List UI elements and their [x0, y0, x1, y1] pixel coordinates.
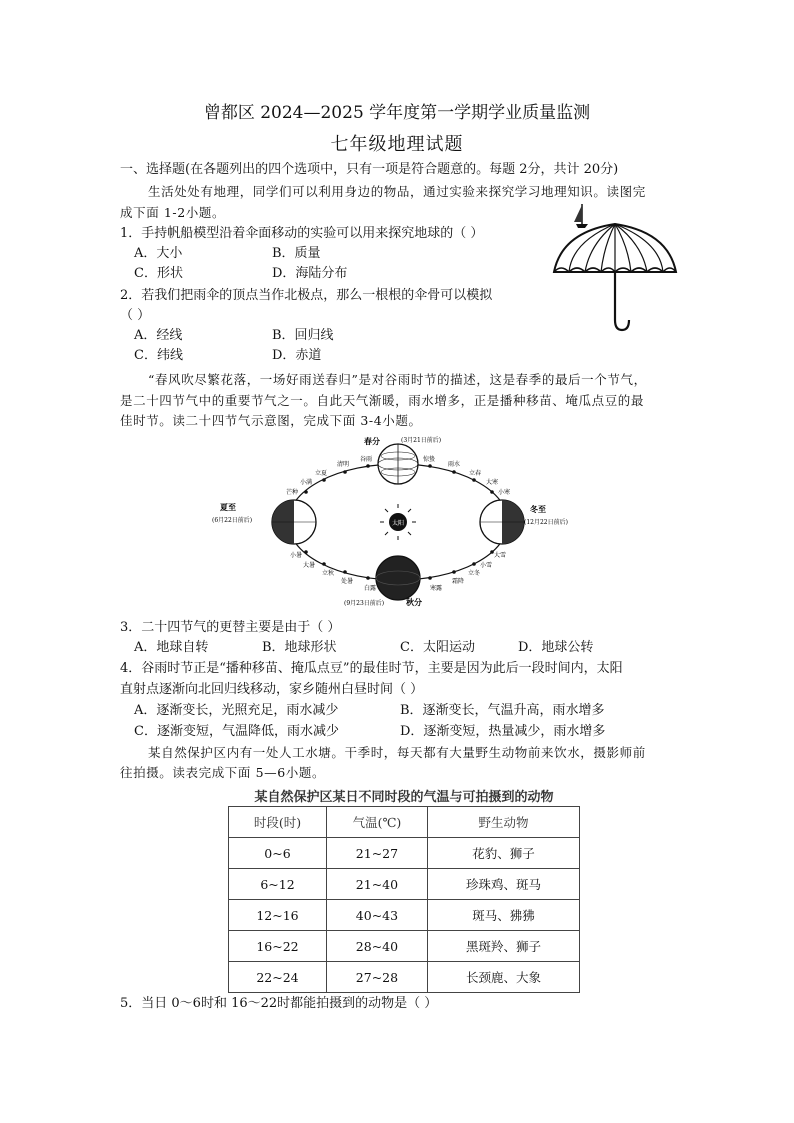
term-daxue: 大雪	[494, 552, 507, 559]
q4-option-a: A．逐渐变长，光照充足，雨水减少	[134, 703, 339, 718]
table-row	[229, 869, 580, 900]
q3-option-d: D．地球公转	[518, 640, 594, 655]
animal-table	[228, 806, 580, 993]
q3-option-c: C．太阳运动	[400, 640, 475, 655]
term-chushu: 处暑	[341, 578, 354, 585]
q3-option-b: B．地球形状	[262, 640, 337, 655]
label-autumn: 秋分	[406, 597, 422, 607]
table-cell: 黑斑羚、狮子	[427, 931, 579, 962]
table-row	[229, 900, 580, 931]
table-cell: 21~40	[327, 869, 428, 900]
table-cell: 28~40	[327, 931, 428, 962]
passage2-line-2: 是二十四节气中的重要节气之一。自此天气渐暖，雨水增多，正是播种移苗、埯瓜点豆的最	[120, 393, 645, 408]
q2-stem-1: 2．若我们把雨伞的顶点当作北极点，那么一根根的伞骨可以模拟	[120, 288, 493, 303]
table-cell: 花豹、狮子	[427, 838, 579, 869]
q2-option-d: D．赤道	[272, 348, 322, 363]
term-mangzhong: 芒种	[286, 489, 299, 496]
table-header-cell: 野生动物	[427, 807, 579, 838]
table-row	[229, 931, 580, 962]
passage3-line-1: 某自然保护区内有一处人工水塘。干季时，每天都有大量野生动物前来饮水，摄影师前	[148, 745, 646, 760]
earth-autumn-icon	[376, 556, 420, 600]
q4-option-b: B．逐渐变长，气温升高，雨水增多	[400, 703, 605, 718]
table-cell: 6~12	[229, 869, 327, 900]
q2-option-c: C．纬线	[134, 348, 183, 363]
term-jingzhe: 惊蛰	[423, 456, 436, 463]
intro-line-1: 生活处处有地理，同学们可以利用身边的物品，通过实验来探究学习地理知识。读图完	[148, 184, 646, 199]
term-xiaoshu: 小暑	[290, 552, 303, 559]
label-summer-date: (6月22日前后)	[212, 517, 253, 524]
q1-option-c: C．形状	[134, 266, 183, 281]
label-winter: 冬至	[530, 504, 546, 514]
table-cell: 16~22	[229, 931, 327, 962]
q3-option-a: A．地球自转	[134, 640, 209, 655]
term-lichun: 立春	[469, 470, 482, 477]
sun-label: 太阳	[391, 520, 405, 527]
exam-title: 曾都区 2024—2025 学年度第一学期学业质量监测	[203, 103, 591, 123]
table-cell: 珍珠鸡、斑马	[427, 869, 579, 900]
q4-stem-2: 直射点逐渐向北回归线移动，家乡随州白昼时间（ ）	[120, 682, 424, 697]
umbrella-illustration	[552, 202, 678, 332]
q1-option-a: A．大小	[134, 246, 183, 261]
q5-stem: 5．当日 0～6时和 16～22时都能拍摄到的动物是（ ）	[120, 996, 438, 1011]
q2-stem-2: （ ）	[120, 308, 151, 323]
term-dashu: 大暑	[303, 562, 316, 569]
q3-stem: 3．二十四节气的更替主要是由于（ ）	[120, 620, 341, 635]
q1-stem: 1．手持帆船模型沿着伞面移动的实验可以用来探究地球的（ ）	[120, 226, 484, 241]
table-cell: 22~24	[229, 962, 327, 993]
q4-stem-1: 4．谷雨时节正是“播种移苗、掩瓜点豆”的最佳时节，主要是因为此后一段时间内，太阳	[120, 661, 623, 676]
table-header-cell: 气温(℃)	[327, 807, 428, 838]
term-xiaoxue: 小雪	[480, 562, 493, 569]
term-hanlu: 寒露	[430, 585, 443, 592]
term-lixia: 立夏	[315, 470, 328, 477]
intro-line-2: 成下面 1-2小题。	[120, 205, 226, 220]
q1-option-d: D．海陆分布	[272, 266, 348, 281]
term-xiaohan: 小寒	[498, 489, 511, 496]
passage3-line-2: 往拍摄。读表完成下面 5—6小题。	[120, 765, 326, 780]
table-row	[229, 838, 580, 869]
table-cell: 斑马、狒狒	[427, 900, 579, 931]
q1-option-b: B．质量	[272, 246, 321, 261]
table-header-cell: 时段(时)	[229, 807, 327, 838]
term-lidong: 立冬	[468, 570, 481, 577]
table-cell: 21~27	[327, 838, 428, 869]
term-guyu: 谷雨	[360, 456, 373, 463]
table-header-row	[229, 807, 580, 838]
term-bailu: 白露	[364, 585, 377, 592]
label-winter-date: (12月22日前后)	[524, 519, 568, 526]
term-xiaoman: 小满	[300, 479, 313, 486]
term-shuangjiang: 霜降	[452, 578, 465, 585]
q4-option-d: D．逐渐变短，热量减少，雨水增多	[400, 724, 606, 739]
table-cell: 40~43	[327, 900, 428, 931]
label-spring-date: (3月21日前后)	[401, 437, 442, 444]
table-row	[229, 962, 580, 993]
section-heading: 一、选择题(在各题列出的四个选项中，只有一项是符合题意的。每题 2分，共计 20分)	[120, 162, 619, 177]
term-qingming: 清明	[337, 461, 350, 468]
passage2-line-1: “春风吹尽繁花落，一场好雨送春归”是对谷雨时节的描述，这是春季的最后一个节气，	[148, 372, 647, 387]
table-cell: 0~6	[229, 838, 327, 869]
q4-option-c: C．逐渐变短，气温降低，雨水减少	[134, 724, 339, 739]
table-cell: 长颈鹿、大象	[427, 962, 579, 993]
term-yushui: 雨水	[448, 461, 461, 468]
solar-terms-diagram	[208, 430, 588, 610]
table-caption: 某自然保护区某日不同时段的气温与可拍摄到的动物	[254, 790, 554, 805]
label-summer: 夏至	[220, 502, 236, 512]
label-autumn-date: (9月23日前后)	[344, 600, 385, 607]
term-liqiu: 立秋	[322, 570, 335, 577]
table-cell: 12~16	[229, 900, 327, 931]
label-spring: 春分	[364, 436, 380, 446]
q2-option-a: A．经线	[134, 328, 183, 343]
term-dahan: 大寒	[486, 479, 499, 486]
table-cell: 27~28	[327, 962, 428, 993]
passage2-line-3: 佳时节。读二十四节气示意图，完成下面 3-4小题。	[120, 413, 422, 428]
exam-subtitle: 七年级地理试题	[330, 134, 464, 155]
q2-option-b: B．回归线	[272, 328, 334, 343]
